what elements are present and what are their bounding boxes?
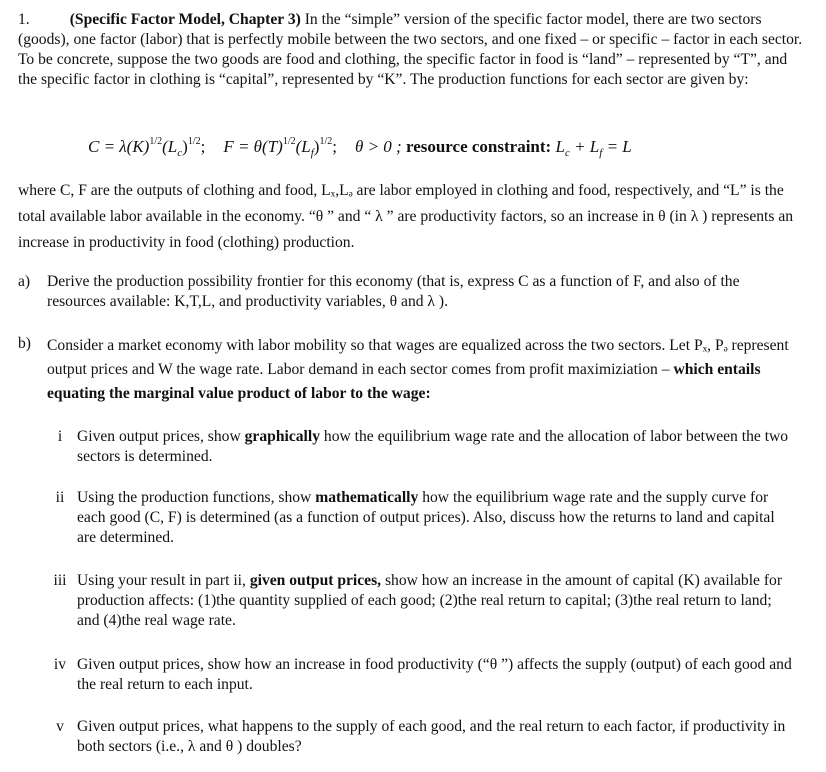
paren: ) [313,137,320,156]
subscript-f: f [599,147,603,159]
exponent: 1/2 [319,136,333,147]
labor-food: (L [295,137,311,156]
subpart-pre: Given output prices, show how an increase in food productivity (“θ ”) affects the supply (output) of each good and the real return to each input. [77,656,792,693]
subpart-post: how the equilibrium wage rate and the allocation of labor between the two sectors is determined. [77,428,789,465]
subscript-c: c [177,147,183,159]
exponent: 1/2 [282,136,296,147]
question-b-body: Consider a market economy with labor mobility so that wages are equalized across the two sectors. Let Pₓ, Pₔ represent output prices and W the wage rate. Labor demand in each sector comes from profit maximiziation – [47,337,789,378]
theta-condition: θ > 0 ; [354,137,402,156]
subpart-text [77,488,797,548]
subpart-pre: Using the production functions, show [77,489,316,506]
subpart-bold: mathematically [315,489,419,506]
subpart-text [77,571,797,631]
constraint-total: = L [606,137,632,156]
semicolon: ; [200,137,206,156]
constraint-label: resource constraint: [405,137,552,156]
subpart-post: show how an increase in the amount of capital (K) available for production affects: (1)the quantity supplied of each good; (2)the real return to capital; (3)the real return to land; and (4)the real wage rate. [77,572,783,629]
exponent: 1/2 [149,136,163,147]
subscript-c: c [564,147,570,159]
subpart-pre: Given output prices, what happens to the supply of each good, and the real return to each factor, if productivity in both sectors (i.e., λ and θ ) doubles? [77,718,786,755]
subpart-bold: graphically [244,428,320,445]
question-b-emphasis: which entails equating the marginal value product of labor to the wage: [47,361,761,402]
food-function: F = θ(T) [223,137,283,156]
question-b-label: b) [18,335,31,352]
question-b-text [47,334,797,406]
subpart-label: iv [53,656,67,673]
subpart-label: i [57,428,63,445]
production-functions [88,132,632,163]
exponent: 1/2 [187,136,201,147]
subpart-text [77,655,797,695]
where-paragraph: where C, F are the outputs of clothing and food, Lₓ,Lₔ are labor employed in clothing and food, respectively, and “L” is the total available labor available in the economy. “θ ” and “ λ ” are productivity factors, so an increase in θ (in λ ) represents an increase in productivity in food (clothing) production. [18,182,794,251]
constraint-lc: L [555,137,565,156]
subpart-pre: Using your result in part ii, [77,572,250,589]
constraint-lf: + L [574,137,600,156]
subpart-label: iii [53,572,67,589]
subscript-f: f [310,147,314,159]
subpart-bold: given output prices, [249,572,382,589]
subpart-text [77,717,797,757]
semicolon: ; [332,137,337,156]
problem-intro [18,10,808,90]
subpart-pre: Given output prices, show [77,428,245,445]
subpart-post: how the equilibrium wage rate and the supply curve for each good (C, F) is determined (as a function of output prices). Also, discuss how the returns to land and capital are determined. [77,489,775,546]
question-a-text: Derive the production possibility frontier for this economy (that is, express C as a function of F, and also of the resources available: K,T,L, and productivity variables, θ and λ ). [47,273,740,310]
clothing-function: C = λ(K) [88,137,150,156]
subpart-label: ii [55,489,65,506]
problem-title: (Specific Factor Model, Chapter 3) [69,11,301,28]
subpart-text [77,427,797,467]
question-a-label: a) [18,273,31,290]
paren: ) [182,137,188,156]
subpart-label: v [56,718,64,735]
labor-clothing: (L [162,137,178,156]
problem-intro-text: In the “simple” version of the specific factor model, there are two sectors (goods), one factor (labor) that is perfectly mobile between the two sectors, and one fixed – or specific – factor in each sector. To be concrete, suppose the two goods are food and clothing, the specific factor in food is “land” – represented by “T”, and the specific factor in clothing is “capital”, represented by “K”. The production functions for each sector are given by: [18,11,803,88]
problem-number: 1. [18,11,30,28]
